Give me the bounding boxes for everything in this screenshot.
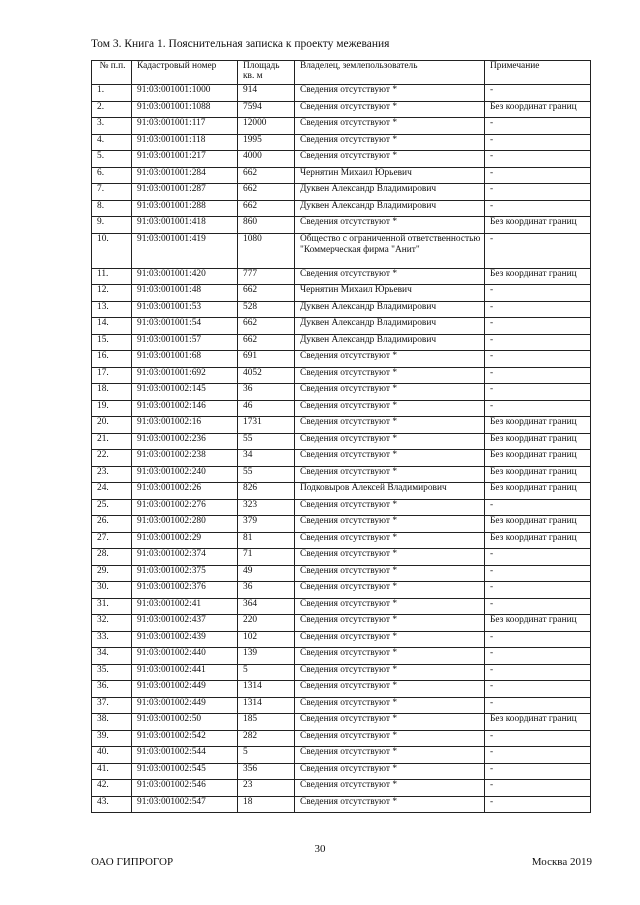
note-cell: -: [485, 318, 591, 335]
table-row: [92, 233, 591, 268]
note-cell: -: [485, 334, 591, 351]
owner-cell: Сведения отсутствуют *: [295, 134, 485, 151]
table-row: [92, 200, 591, 217]
table-row: [92, 499, 591, 516]
owner-cell: Сведения отсутствуют *: [295, 417, 485, 434]
note-cell: -: [485, 730, 591, 747]
row-number-cell: 27.: [92, 532, 132, 549]
table-row: [92, 516, 591, 533]
owner-cell: Дуквен Александр Владимирович: [295, 334, 485, 351]
cadastral-number-cell: 91:03:001002:440: [132, 648, 238, 665]
area-cell: 46: [238, 400, 295, 417]
note-cell: -: [485, 233, 591, 268]
table-row: [92, 285, 591, 302]
area-cell: 379: [238, 516, 295, 533]
note-cell: -: [485, 184, 591, 201]
table-row: [92, 151, 591, 168]
owner-cell: Сведения отсутствуют *: [295, 268, 485, 285]
table-row: [92, 450, 591, 467]
owner-cell: Сведения отсутствуют *: [295, 101, 485, 118]
table-row: [92, 763, 591, 780]
owner-cell: Сведения отсутствуют *: [295, 118, 485, 135]
note-cell: -: [485, 697, 591, 714]
owner-cell: Сведения отсутствуют *: [295, 565, 485, 582]
cadastral-number-cell: 91:03:001001:57: [132, 334, 238, 351]
cadastral-number-cell: 91:03:001002:374: [132, 549, 238, 566]
cadastral-number-cell: 91:03:001002:441: [132, 664, 238, 681]
row-number-cell: 41.: [92, 763, 132, 780]
note-cell: -: [485, 763, 591, 780]
note-cell: Без координат границ: [485, 483, 591, 500]
note-cell: -: [485, 301, 591, 318]
area-cell: 34: [238, 450, 295, 467]
owner-cell: Дуквен Александр Владимирович: [295, 318, 485, 335]
table-row: [92, 351, 591, 368]
note-cell: -: [485, 681, 591, 698]
owner-cell: Сведения отсутствуют *: [295, 532, 485, 549]
table-row: [92, 167, 591, 184]
note-cell: Без координат границ: [485, 450, 591, 467]
cadastral-number-cell: 91:03:001002:145: [132, 384, 238, 401]
owner-cell: Сведения отсутствуют *: [295, 85, 485, 102]
owner-cell: Дуквен Александр Владимирович: [295, 200, 485, 217]
table-row: [92, 697, 591, 714]
row-number-cell: 32.: [92, 615, 132, 632]
note-cell: -: [485, 85, 591, 102]
area-cell: 1731: [238, 417, 295, 434]
column-header-area: Площадь кв. м: [238, 61, 295, 85]
row-number-cell: 40.: [92, 747, 132, 764]
row-number-cell: 22.: [92, 450, 132, 467]
area-cell: 36: [238, 582, 295, 599]
cadastral-number-cell: 91:03:001001:1088: [132, 101, 238, 118]
note-cell: Без координат границ: [485, 433, 591, 450]
row-number-cell: 29.: [92, 565, 132, 582]
owner-cell: Дуквен Александр Владимирович: [295, 301, 485, 318]
note-cell: Без координат границ: [485, 466, 591, 483]
owner-cell: Сведения отсутствуют *: [295, 499, 485, 516]
note-cell: -: [485, 780, 591, 797]
area-cell: 5: [238, 747, 295, 764]
note-cell: -: [485, 200, 591, 217]
cadastral-number-cell: 91:03:001001:217: [132, 151, 238, 168]
table-row: [92, 615, 591, 632]
area-cell: 1080: [238, 233, 295, 268]
area-cell: 356: [238, 763, 295, 780]
note-cell: -: [485, 499, 591, 516]
note-cell: -: [485, 664, 591, 681]
cadastral-number-cell: 91:03:001001:288: [132, 200, 238, 217]
cadastral-number-cell: 91:03:001001:117: [132, 118, 238, 135]
note-cell: -: [485, 384, 591, 401]
owner-cell: Чернятин Михаил Юрьевич: [295, 285, 485, 302]
cadastral-number-cell: 91:03:001001:1000: [132, 85, 238, 102]
parcel-table: [91, 60, 591, 813]
area-cell: 691: [238, 351, 295, 368]
owner-cell: Сведения отсутствуют *: [295, 384, 485, 401]
cadastral-number-cell: 91:03:001001:420: [132, 268, 238, 285]
cadastral-number-cell: 91:03:001002:546: [132, 780, 238, 797]
table-row: [92, 217, 591, 234]
table-row: [92, 400, 591, 417]
owner-cell: Сведения отсутствуют *: [295, 151, 485, 168]
owner-cell: Сведения отсутствуют *: [295, 217, 485, 234]
row-number-cell: 12.: [92, 285, 132, 302]
owner-cell: Дуквен Александр Владимирович: [295, 184, 485, 201]
cadastral-number-cell: 91:03:001002:146: [132, 400, 238, 417]
owner-cell: Сведения отсутствуют *: [295, 598, 485, 615]
cadastral-number-cell: 91:03:001002:439: [132, 631, 238, 648]
note-cell: -: [485, 796, 591, 813]
area-cell: 185: [238, 714, 295, 731]
table-row: [92, 483, 591, 500]
cadastral-number-cell: 91:03:001002:240: [132, 466, 238, 483]
table-header-row: [92, 61, 591, 85]
owner-cell: Сведения отсутствуют *: [295, 796, 485, 813]
owner-cell: Сведения отсутствуют *: [295, 516, 485, 533]
row-number-cell: 25.: [92, 499, 132, 516]
cadastral-number-cell: 91:03:001002:375: [132, 565, 238, 582]
area-cell: 826: [238, 483, 295, 500]
owner-cell: Сведения отсутствуют *: [295, 648, 485, 665]
row-number-cell: 11.: [92, 268, 132, 285]
column-header-number: № п.п.: [92, 61, 132, 85]
row-number-cell: 6.: [92, 167, 132, 184]
note-cell: -: [485, 351, 591, 368]
note-cell: -: [485, 151, 591, 168]
area-cell: 662: [238, 334, 295, 351]
page-number: 30: [314, 843, 326, 855]
cadastral-number-cell: 91:03:001002:542: [132, 730, 238, 747]
owner-cell: Сведения отсутствуют *: [295, 615, 485, 632]
row-number-cell: 16.: [92, 351, 132, 368]
table-row: [92, 681, 591, 698]
table-row: [92, 664, 591, 681]
owner-cell: Сведения отсутствуют *: [295, 631, 485, 648]
area-cell: 860: [238, 217, 295, 234]
area-cell: 23: [238, 780, 295, 797]
cadastral-number-cell: 91:03:001001:54: [132, 318, 238, 335]
note-cell: -: [485, 400, 591, 417]
note-cell: -: [485, 167, 591, 184]
cadastral-number-cell: 91:03:001002:276: [132, 499, 238, 516]
area-cell: 12000: [238, 118, 295, 135]
owner-cell: Сведения отсутствуют *: [295, 681, 485, 698]
cadastral-number-cell: 91:03:001001:48: [132, 285, 238, 302]
row-number-cell: 30.: [92, 582, 132, 599]
row-number-cell: 31.: [92, 598, 132, 615]
note-cell: -: [485, 648, 591, 665]
table-row: [92, 433, 591, 450]
table-row: [92, 268, 591, 285]
table-row: [92, 549, 591, 566]
cadastral-number-cell: 91:03:001002:50: [132, 714, 238, 731]
area-cell: 323: [238, 499, 295, 516]
area-cell: 71: [238, 549, 295, 566]
area-cell: 662: [238, 167, 295, 184]
area-cell: 4000: [238, 151, 295, 168]
cadastral-number-cell: 91:03:001001:284: [132, 167, 238, 184]
note-cell: Без координат границ: [485, 268, 591, 285]
cadastral-number-cell: 91:03:001002:280: [132, 516, 238, 533]
cadastral-number-cell: 91:03:001002:545: [132, 763, 238, 780]
column-header-cadastral-number: Кадастровый номер: [132, 61, 238, 85]
table-row: [92, 101, 591, 118]
table-row: [92, 118, 591, 135]
cadastral-number-cell: 91:03:001002:547: [132, 796, 238, 813]
row-number-cell: 43.: [92, 796, 132, 813]
table-row: [92, 648, 591, 665]
note-cell: -: [485, 549, 591, 566]
row-number-cell: 42.: [92, 780, 132, 797]
table-row: [92, 334, 591, 351]
owner-cell: Сведения отсутствуют *: [295, 730, 485, 747]
row-number-cell: 18.: [92, 384, 132, 401]
note-cell: Без координат границ: [485, 217, 591, 234]
row-number-cell: 33.: [92, 631, 132, 648]
row-number-cell: 8.: [92, 200, 132, 217]
area-cell: 1314: [238, 681, 295, 698]
cadastral-number-cell: 91:03:001002:544: [132, 747, 238, 764]
row-number-cell: 1.: [92, 85, 132, 102]
cadastral-number-cell: 91:03:001001:692: [132, 367, 238, 384]
note-cell: Без координат границ: [485, 417, 591, 434]
row-number-cell: 20.: [92, 417, 132, 434]
row-number-cell: 23.: [92, 466, 132, 483]
area-cell: 1314: [238, 697, 295, 714]
area-cell: 662: [238, 318, 295, 335]
cadastral-number-cell: 91:03:001002:449: [132, 697, 238, 714]
table-row: [92, 134, 591, 151]
cadastral-number-cell: 91:03:001002:236: [132, 433, 238, 450]
area-cell: 1995: [238, 134, 295, 151]
area-cell: 662: [238, 200, 295, 217]
note-cell: -: [485, 565, 591, 582]
row-number-cell: 5.: [92, 151, 132, 168]
cadastral-number-cell: 91:03:001002:29: [132, 532, 238, 549]
area-cell: 364: [238, 598, 295, 615]
cadastral-number-cell: 91:03:001002:376: [132, 582, 238, 599]
cadastral-number-cell: 91:03:001001:287: [132, 184, 238, 201]
document-title: Том 3. Книга 1. Пояснительная записка к проекту межевания: [91, 38, 390, 50]
owner-cell: Чернятин Михаил Юрьевич: [295, 167, 485, 184]
footer-organization: ОАО ГИПРОГОР: [91, 856, 174, 868]
area-cell: 36: [238, 384, 295, 401]
owner-cell: Сведения отсутствуют *: [295, 433, 485, 450]
table-row: [92, 582, 591, 599]
note-cell: Без координат границ: [485, 714, 591, 731]
cadastral-number-cell: 91:03:001002:26: [132, 483, 238, 500]
table-row: [92, 532, 591, 549]
note-cell: -: [485, 631, 591, 648]
cadastral-number-cell: 91:03:001001:418: [132, 217, 238, 234]
table-row: [92, 85, 591, 102]
table-row: [92, 796, 591, 813]
note-cell: Без координат границ: [485, 516, 591, 533]
table-row: [92, 417, 591, 434]
row-number-cell: 34.: [92, 648, 132, 665]
row-number-cell: 24.: [92, 483, 132, 500]
table-row: [92, 598, 591, 615]
row-number-cell: 3.: [92, 118, 132, 135]
note-cell: -: [485, 285, 591, 302]
owner-cell: Общество с ограниченной ответственностью "Коммерческая фирма "Анит": [295, 233, 485, 268]
area-cell: 55: [238, 433, 295, 450]
note-cell: Без координат границ: [485, 101, 591, 118]
owner-cell: Сведения отсутствуют *: [295, 466, 485, 483]
table-row: [92, 565, 591, 582]
cadastral-number-cell: 91:03:001002:16: [132, 417, 238, 434]
area-cell: 662: [238, 184, 295, 201]
row-number-cell: 2.: [92, 101, 132, 118]
cadastral-number-cell: 91:03:001002:449: [132, 681, 238, 698]
cadastral-number-cell: 91:03:001002:41: [132, 598, 238, 615]
owner-cell: Сведения отсутствуют *: [295, 450, 485, 467]
table-row: [92, 714, 591, 731]
row-number-cell: 28.: [92, 549, 132, 566]
row-number-cell: 26.: [92, 516, 132, 533]
cadastral-number-cell: 91:03:001001:118: [132, 134, 238, 151]
area-cell: 102: [238, 631, 295, 648]
row-number-cell: 17.: [92, 367, 132, 384]
table-row: [92, 367, 591, 384]
area-cell: 49: [238, 565, 295, 582]
row-number-cell: 10.: [92, 233, 132, 268]
note-cell: -: [485, 367, 591, 384]
row-number-cell: 36.: [92, 681, 132, 698]
row-number-cell: 9.: [92, 217, 132, 234]
area-cell: 914: [238, 85, 295, 102]
table-row: [92, 318, 591, 335]
note-cell: -: [485, 582, 591, 599]
owner-cell: Сведения отсутствуют *: [295, 582, 485, 599]
owner-cell: Подковыров Алексей Владимирович: [295, 483, 485, 500]
table-row: [92, 301, 591, 318]
note-cell: Без координат границ: [485, 615, 591, 632]
area-cell: 5: [238, 664, 295, 681]
area-cell: 81: [238, 532, 295, 549]
area-cell: 662: [238, 285, 295, 302]
area-cell: 18: [238, 796, 295, 813]
cadastral-number-cell: 91:03:001001:419: [132, 233, 238, 268]
area-cell: 55: [238, 466, 295, 483]
row-number-cell: 21.: [92, 433, 132, 450]
row-number-cell: 19.: [92, 400, 132, 417]
table-row: [92, 466, 591, 483]
table-row: [92, 780, 591, 797]
row-number-cell: 4.: [92, 134, 132, 151]
area-cell: 4052: [238, 367, 295, 384]
table-body: [92, 85, 591, 813]
owner-cell: Сведения отсутствуют *: [295, 714, 485, 731]
column-header-owner: Владелец, землепользователь: [295, 61, 485, 85]
row-number-cell: 38.: [92, 714, 132, 731]
row-number-cell: 39.: [92, 730, 132, 747]
note-cell: -: [485, 747, 591, 764]
cadastral-number-cell: 91:03:001001:68: [132, 351, 238, 368]
area-cell: 282: [238, 730, 295, 747]
note-cell: -: [485, 134, 591, 151]
area-cell: 528: [238, 301, 295, 318]
row-number-cell: 15.: [92, 334, 132, 351]
cadastral-number-cell: 91:03:001002:238: [132, 450, 238, 467]
row-number-cell: 13.: [92, 301, 132, 318]
area-cell: 7594: [238, 101, 295, 118]
cadastral-number-cell: 91:03:001001:53: [132, 301, 238, 318]
owner-cell: Сведения отсутствуют *: [295, 780, 485, 797]
area-cell: 220: [238, 615, 295, 632]
row-number-cell: 14.: [92, 318, 132, 335]
cadastral-number-cell: 91:03:001002:437: [132, 615, 238, 632]
table-row: [92, 631, 591, 648]
owner-cell: Сведения отсутствуют *: [295, 747, 485, 764]
table-row: [92, 747, 591, 764]
table-row: [92, 384, 591, 401]
owner-cell: Сведения отсутствуют *: [295, 763, 485, 780]
footer-place-year: Москва 2019: [531, 856, 592, 868]
note-cell: -: [485, 118, 591, 135]
row-number-cell: 7.: [92, 184, 132, 201]
owner-cell: Сведения отсутствуют *: [295, 400, 485, 417]
note-cell: Без координат границ: [485, 532, 591, 549]
table-row: [92, 184, 591, 201]
area-cell: 139: [238, 648, 295, 665]
owner-cell: Сведения отсутствуют *: [295, 697, 485, 714]
owner-cell: Сведения отсутствуют *: [295, 351, 485, 368]
owner-cell: Сведения отсутствуют *: [295, 549, 485, 566]
owner-cell: Сведения отсутствуют *: [295, 664, 485, 681]
row-number-cell: 37.: [92, 697, 132, 714]
owner-cell: Сведения отсутствуют *: [295, 367, 485, 384]
column-header-note: Примечание: [485, 61, 591, 85]
row-number-cell: 35.: [92, 664, 132, 681]
table-row: [92, 730, 591, 747]
area-cell: 777: [238, 268, 295, 285]
note-cell: -: [485, 598, 591, 615]
